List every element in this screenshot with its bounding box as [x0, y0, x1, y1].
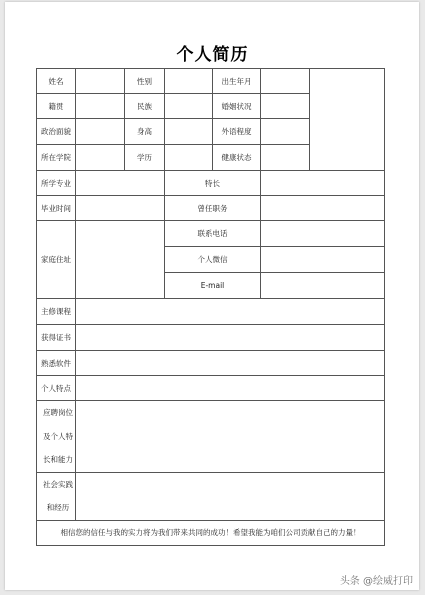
value-school[interactable] [76, 145, 125, 171]
label-native: 籍贯 [37, 94, 76, 119]
resume-form-table [36, 68, 385, 546]
value-specialty[interactable] [261, 171, 385, 196]
label-software: 熟悉软件 [37, 351, 76, 376]
value-language[interactable] [261, 119, 310, 145]
label-courses: 主修课程 [37, 299, 76, 325]
value-birth[interactable] [261, 69, 310, 94]
value-courses[interactable] [76, 299, 385, 325]
value-wechat[interactable] [261, 247, 385, 273]
label-marital: 婚姻状况 [213, 94, 261, 119]
label-ethnicity: 民族 [125, 94, 165, 119]
label-email: E-mail [165, 273, 261, 299]
value-certificates[interactable] [76, 325, 385, 351]
value-apply[interactable] [76, 401, 385, 473]
value-education[interactable] [165, 145, 213, 171]
value-health[interactable] [261, 145, 310, 171]
label-graduation: 毕业时间 [37, 196, 76, 221]
label-wechat: 个人微信 [165, 247, 261, 273]
label-apply-line-2: 及个人特 [43, 431, 73, 441]
value-ethnicity[interactable] [165, 94, 213, 119]
label-specialty: 特长 [165, 171, 261, 196]
label-positions: 曾任职务 [165, 196, 261, 221]
value-address[interactable] [76, 221, 165, 299]
value-email[interactable] [261, 273, 385, 299]
label-practice-line-2: 和经历 [46, 503, 70, 512]
value-gender[interactable] [165, 69, 213, 94]
label-practice-line-1: 社会实践 [43, 479, 73, 489]
label-birth: 出生年月 [213, 69, 261, 94]
value-native[interactable] [76, 94, 125, 119]
label-language: 外语程度 [213, 119, 261, 145]
label-apply-line-3: 长和能力 [43, 455, 73, 464]
label-practice [37, 472, 76, 520]
value-graduation[interactable] [76, 196, 165, 221]
label-health: 健康状态 [213, 145, 261, 171]
value-height[interactable] [165, 119, 213, 145]
label-traits: 个人特点 [37, 376, 76, 401]
value-positions[interactable] [261, 196, 385, 221]
value-software[interactable] [76, 351, 385, 376]
value-practice[interactable] [76, 472, 385, 520]
label-school: 所在学院 [37, 145, 76, 171]
footer-statement: 相信您的信任与我的实力将为我们带来共同的成功！希望我能为咱们公司贡献自己的力量！ [37, 520, 385, 545]
value-traits[interactable] [76, 376, 385, 401]
value-major[interactable] [76, 171, 165, 196]
label-height: 身高 [125, 119, 165, 145]
label-apply-line-1: 应聘岗位 [43, 408, 73, 417]
photo-box[interactable] [310, 69, 385, 171]
label-address: 家庭住址 [37, 221, 76, 299]
watermark-text: 头条 @绘威打印 [339, 576, 413, 587]
label-phone: 联系电话 [165, 221, 261, 247]
label-political: 政治面貌 [37, 119, 76, 145]
page-title: 个人简历 [176, 45, 249, 65]
label-apply [37, 401, 76, 473]
label-gender: 性别 [125, 69, 165, 94]
value-name[interactable] [76, 69, 125, 94]
label-major: 所学专业 [37, 171, 76, 196]
label-education: 学历 [125, 145, 165, 171]
label-name: 姓名 [37, 69, 76, 94]
value-phone[interactable] [261, 221, 385, 247]
value-political[interactable] [76, 119, 125, 145]
label-certificates: 获得证书 [37, 325, 76, 351]
value-marital[interactable] [261, 94, 310, 119]
